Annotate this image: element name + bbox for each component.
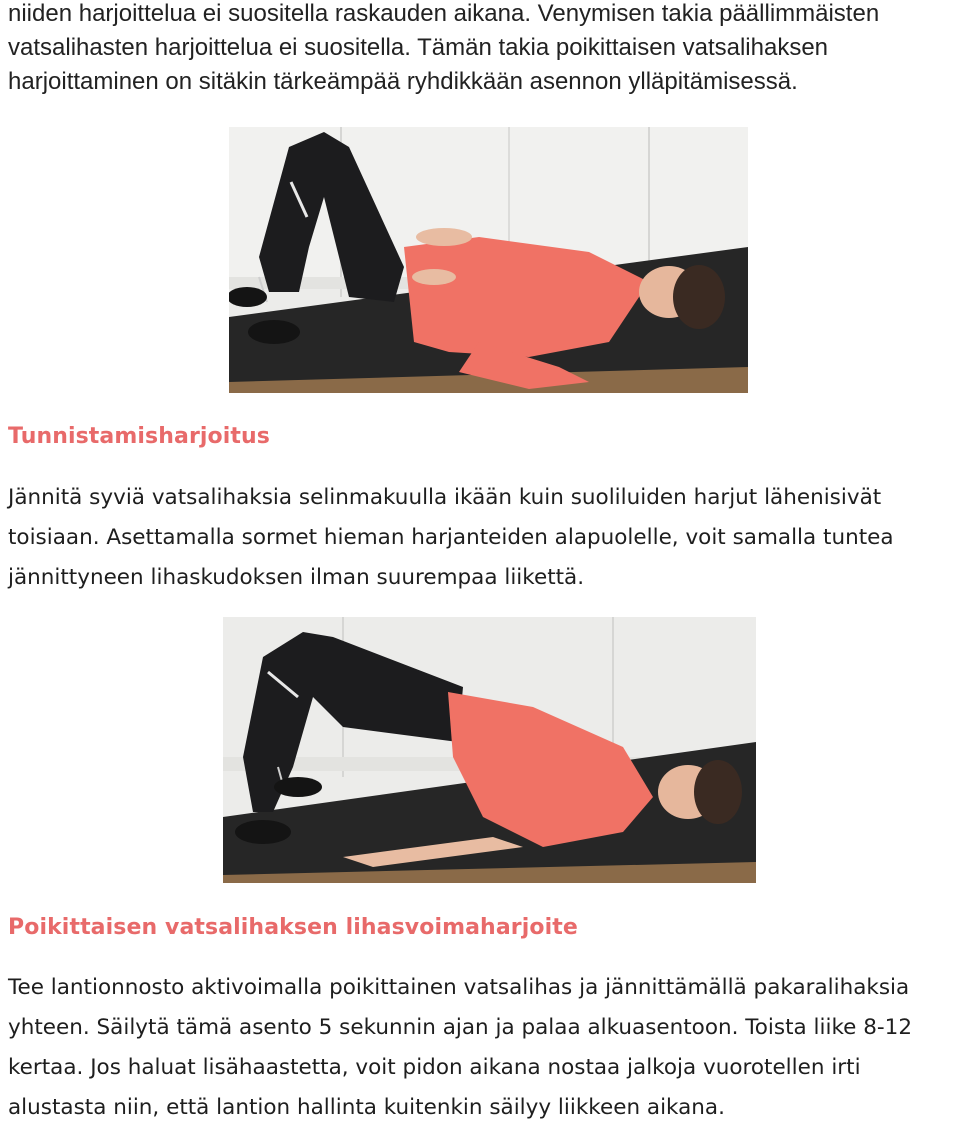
section-heading-strength: Poikittaisen vatsalihaksen lihasvoimaharjoite (8, 915, 578, 940)
exercise-photo-recognition (229, 127, 748, 393)
section-heading-recognition: Tunnistamisharjoitus (8, 424, 270, 449)
intro-paragraph: niiden harjoittelua ei suositella raskauden aikana. Venymisen takia päällimmäisten vatsalihasten harjoittelua ei suositella. Tämän takia poikittaisen vatsalihaksen harjoittaminen on sitäkin tärkeämpää ryhdikkään asennon ylläpitämisessä. (8, 0, 880, 95)
exercise-photo-bridge (223, 617, 756, 883)
section-body-strength: Tee lantionnosto aktivoimalla poikittainen vatsalihas ja jännittämällä pakaralihaksia yhteen. Säilytä tämä asento 5 sekunnin ajan ja palaa alkuasentoon. Toista liike 8-12 kertaa. Jos haluat lisähaastetta, voit pidon aikana nostaa jalkoja vuorotellen irti alustasta niin, että lantion hallinta kuitenkin säilyy liikkeen aikana. (8, 975, 912, 1120)
section-body-recognition: Jännitä syviä vatsalihaksia selinmakuulla ikään kuin suoliluiden harjut lähenisivät toisiaan. Asettamalla sormet hieman harjanteiden alapuolelle, voit samalla tuntea jännittyneen lihaskudoksen ilman suurempaa liikettä. (8, 485, 894, 590)
